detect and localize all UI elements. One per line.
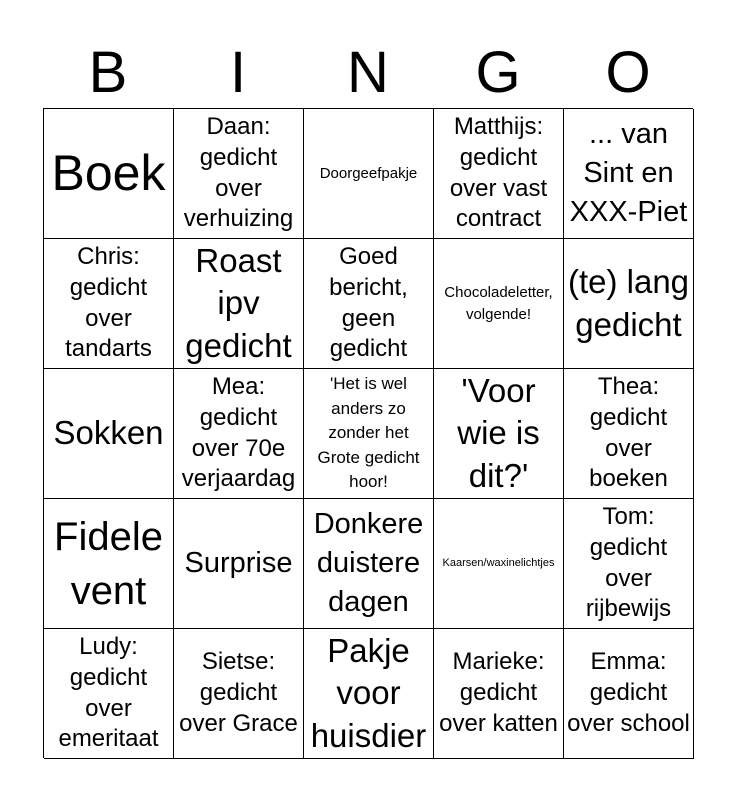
bingo-cell-text: Sietse: gedicht over Grace [179, 648, 298, 737]
bingo-cell[interactable] [44, 109, 174, 239]
bingo-cell[interactable] [434, 499, 564, 629]
bingo-cell-text: Thea: gedicht over boeken [589, 373, 668, 493]
bingo-cell[interactable] [174, 499, 304, 629]
bingo-cell[interactable] [174, 629, 304, 759]
bingo-cell-text: Tom: gedicht over rijbewijs [585, 503, 672, 623]
bingo-cell[interactable] [434, 109, 564, 239]
bingo-cell-text: Marieke: gedicht over katten [439, 648, 558, 737]
bingo-cell[interactable] [434, 369, 564, 499]
bingo-cell[interactable] [44, 369, 174, 499]
bingo-cell[interactable] [434, 629, 564, 759]
bingo-cell[interactable] [434, 239, 564, 369]
bingo-cell-text: 'Voor wie is dit?' [457, 372, 540, 494]
bingo-cell-text: Chocoladeletter, volgende! [444, 283, 553, 323]
bingo-cell[interactable] [174, 369, 304, 499]
bingo-cell-text: Emma: gedicht over school [567, 648, 690, 737]
bingo-cell-text: Daan: gedicht over verhuizing [183, 113, 294, 233]
bingo-cell-text: Kaarsen/waxinelichtjes [442, 557, 555, 570]
header-letter-b: B [88, 40, 128, 105]
bingo-cell-text: Goed bericht, geen gedicht [329, 243, 408, 363]
bingo-cell-text: (te) lang gedicht [567, 263, 690, 343]
bingo-cell[interactable] [174, 239, 304, 369]
bingo-cell-text: Chris: gedicht over tandarts [65, 243, 152, 363]
bingo-cell-text: Boek [51, 145, 166, 201]
bingo-cell-text: Doorgeefpakje [319, 164, 418, 182]
bingo-cell[interactable] [564, 239, 694, 369]
header-letter-o: O [605, 40, 651, 105]
bingo-cell-text: Ludy: gedicht over emeritaat [58, 633, 159, 753]
bingo-card-grid [43, 108, 693, 758]
bingo-cell-text: Surprise [184, 546, 293, 579]
bingo-cell-text: Matthijs: gedicht over vast contract [449, 113, 548, 233]
bingo-cell[interactable] [564, 629, 694, 759]
bingo-cell[interactable] [564, 499, 694, 629]
bingo-cell-text: Donkere duistere dagen [313, 507, 424, 619]
bingo-cell[interactable] [564, 109, 694, 239]
header-letter-i: I [229, 40, 247, 105]
bingo-cell[interactable] [304, 109, 434, 239]
bingo-cell-text: Roast ipv gedicht [185, 242, 292, 364]
bingo-cell[interactable] [304, 239, 434, 369]
bingo-cell[interactable] [174, 109, 304, 239]
header-letter-g: G [475, 40, 521, 105]
bingo-cell[interactable] [304, 499, 434, 629]
bingo-cell[interactable] [304, 629, 434, 759]
bingo-cell[interactable] [44, 239, 174, 369]
bingo-cell-text: Mea: gedicht over 70e verjaardag [181, 373, 296, 493]
bingo-cell[interactable] [304, 369, 434, 499]
bingo-cell-text: Pakje voor huisdier [310, 632, 427, 754]
bingo-cell-text: ... van Sint en XXX-Piet [569, 117, 688, 229]
bingo-cell-text: Sokken [53, 414, 164, 452]
bingo-cell-text: 'Het is wel anders zo zonder het Grote gedicht hoor! [317, 373, 420, 492]
bingo-cell[interactable] [44, 629, 174, 759]
bingo-header [43, 38, 693, 108]
header-letter-n: N [347, 40, 389, 105]
bingo-cell-text: Fidele vent [54, 514, 163, 613]
bingo-cell[interactable] [44, 499, 174, 629]
bingo-cell[interactable] [564, 369, 694, 499]
